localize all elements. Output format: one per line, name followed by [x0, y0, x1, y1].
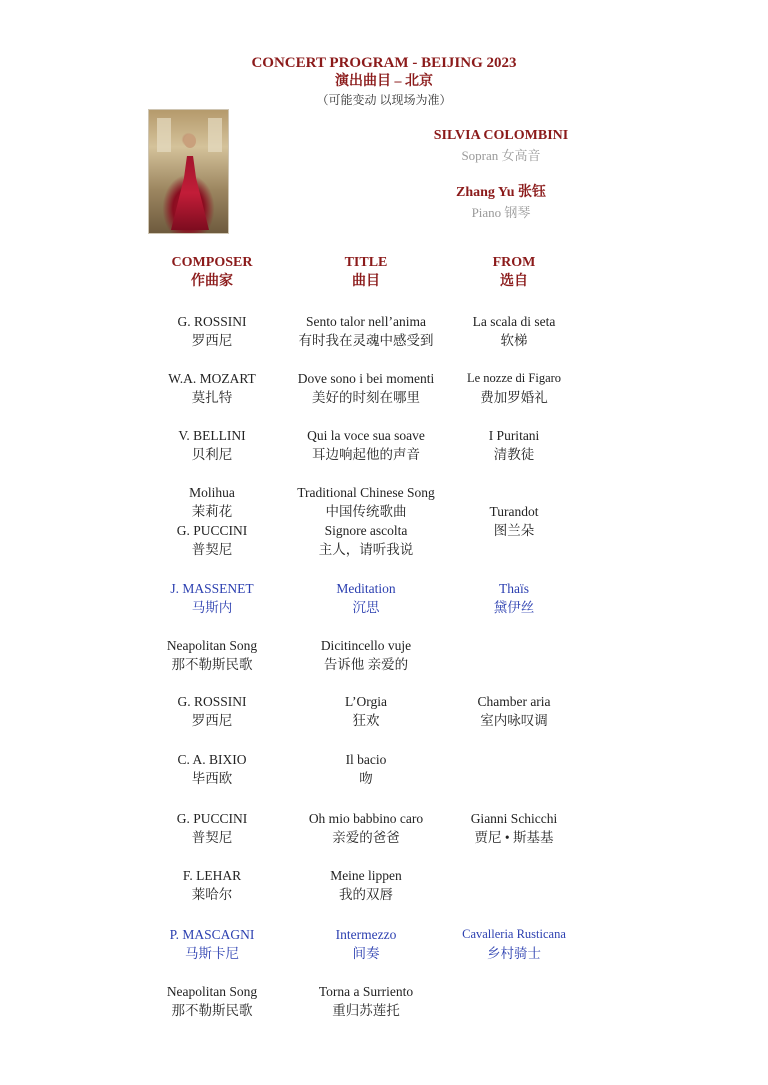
performer-role: Sopran 女高音 — [461, 148, 541, 163]
program-from — [434, 866, 594, 904]
program-title-line: 有时我在灵魂中感受到 — [298, 333, 434, 348]
program-title-en: CONCERT PROGRAM - BEIJING 2023 — [251, 55, 517, 71]
program-title — [286, 925, 446, 963]
program-from — [434, 636, 594, 674]
program-title-line: Meine lippen — [330, 868, 402, 883]
program-title — [286, 750, 446, 788]
program-title-line: Intermezzo — [335, 927, 397, 942]
program-from-line: 软梯 — [500, 333, 528, 348]
program-from — [434, 692, 594, 730]
program-title-line: 间奏 — [352, 946, 380, 961]
program-composer-line: 茉莉花 — [191, 504, 233, 519]
program-from — [434, 750, 594, 788]
program-composer-line: 普契尼 — [191, 542, 233, 557]
program-from-line: Turandot — [489, 504, 539, 519]
program-title-line: 狂欢 — [352, 713, 380, 728]
program-title — [286, 369, 446, 407]
program-composer-line: J. MASSENET — [170, 581, 254, 596]
program-title — [286, 809, 446, 847]
program-from — [434, 925, 594, 963]
program-from-line: Gianni Schicchi — [470, 811, 558, 826]
program-title-line: Sento talor nell’anima — [306, 314, 426, 329]
program-from-line: Cavalleria Rusticana — [462, 927, 566, 941]
program-title-line: 美好的时刻在哪里 — [312, 390, 420, 405]
program-composer-line: C. A. BIXIO — [177, 752, 247, 767]
program-from-line: 清教徒 — [493, 447, 535, 462]
program-composer-line: 那不勒斯民歌 — [171, 657, 253, 672]
program-from-line: I Puritani — [488, 428, 540, 443]
program-title-line: Meditation — [336, 581, 396, 596]
program-from-line — [434, 540, 594, 559]
program-from-line: 室内咏叹调 — [480, 713, 548, 728]
program-composer-line: Molihua — [189, 485, 235, 500]
program-from-line — [434, 982, 594, 1001]
column-header-from-zh: 选自 — [500, 274, 528, 289]
program-from — [434, 982, 594, 1020]
program-composer — [132, 483, 292, 559]
program-title — [286, 636, 446, 674]
performers — [400, 126, 602, 222]
program-title — [286, 426, 446, 464]
program-title-zh: 演出曲目 – 北京 — [335, 74, 433, 89]
program-from-line — [434, 750, 594, 769]
program-title-line: 重归苏莲托 — [332, 1003, 400, 1018]
program-from-line: Thaïs — [499, 581, 529, 596]
program-composer-line: W.A. MOZART — [168, 371, 256, 386]
program-composer-line: 莱哈尔 — [191, 887, 233, 902]
program-from-line — [434, 1001, 594, 1020]
program-from — [434, 483, 594, 559]
program-from — [434, 369, 594, 407]
program-composer-line: P. MASCAGNI — [169, 927, 255, 942]
program-title-line: Torna a Surriento — [318, 984, 414, 999]
program-title-line: 告诉他 亲爱的 — [323, 657, 409, 672]
program-composer-line: 罗西尼 — [191, 713, 233, 728]
program-from-line: 费加罗婚礼 — [480, 390, 548, 405]
program-composer-line: 罗西尼 — [191, 333, 233, 348]
program-title-line: Dove sono i bei momenti — [297, 371, 435, 386]
program-title — [286, 579, 446, 617]
program-from — [434, 809, 594, 847]
program-from-line: 贾尼 • 斯基基 — [474, 830, 554, 845]
program-composer — [132, 925, 292, 963]
program-title-line: Signore ascolta — [324, 523, 408, 538]
program-from-line — [434, 483, 594, 502]
program-composer — [132, 809, 292, 847]
program-composer — [132, 866, 292, 904]
program-title-line: 耳边响起他的声音 — [312, 447, 420, 462]
dress-shape — [171, 156, 209, 230]
program-composer — [132, 692, 292, 730]
program-from-line — [434, 866, 594, 885]
program-composer-line: G. PUCCINI — [176, 811, 248, 826]
program-title-line: Dicitincello vuje — [320, 638, 412, 653]
program-composer-line: 莫扎特 — [191, 390, 233, 405]
column-header-title-zh: 曲目 — [352, 274, 380, 289]
program-from-line — [434, 885, 594, 904]
program-composer — [132, 426, 292, 464]
program-from-line: Chamber aria — [477, 694, 551, 709]
program-title-line: Il bacio — [345, 752, 387, 767]
program-from — [434, 426, 594, 464]
program-composer-line: Neapolitan Song — [166, 638, 258, 653]
program-from-line — [434, 636, 594, 655]
program-header — [0, 54, 768, 109]
program-title — [286, 483, 446, 559]
program-composer-line: 贝利尼 — [191, 447, 233, 462]
program-title-line: L’Orgia — [345, 694, 387, 709]
program-from-line: 乡村骑士 — [487, 946, 541, 961]
program-composer-line: V. BELLINI — [178, 428, 246, 443]
program-from-line: 黛伊丝 — [493, 600, 535, 615]
program-title-line: 中国传统歌曲 — [325, 504, 407, 519]
program-from-line: La scala di seta — [472, 314, 556, 329]
program-composer-line: 马斯内 — [191, 600, 233, 615]
program-title-line: 主人，请听我说 — [318, 542, 414, 557]
performer-name: SILVIA COLOMBINI — [433, 128, 569, 143]
program-from-line — [434, 655, 594, 674]
program-title-line: 沉思 — [352, 600, 380, 615]
program-title-line: Oh mio babbino caro — [308, 811, 424, 826]
program-title — [286, 866, 446, 904]
column-header-from: FROM — [492, 255, 536, 270]
program-title-line: 吻 — [359, 771, 373, 786]
program-from-line — [434, 769, 594, 788]
program-title-line: 我的双唇 — [339, 887, 393, 902]
program-composer — [132, 636, 292, 674]
program-composer-line: G. ROSSINI — [177, 314, 247, 329]
program-from — [434, 312, 594, 350]
singer-photo — [148, 109, 229, 234]
program-title-line: Qui la voce sua soave — [307, 428, 425, 443]
program-composer — [132, 312, 292, 350]
column-header-title: TITLE — [344, 255, 388, 270]
column-header-composer: COMPOSER — [171, 255, 253, 270]
program-composer-line: 普契尼 — [191, 830, 233, 845]
program-composer-line: 马斯卡尼 — [185, 946, 239, 961]
program-title — [286, 312, 446, 350]
program-composer-line: Neapolitan Song — [166, 984, 258, 999]
program-composer — [132, 579, 292, 617]
program-note: （可能变动 以现场为准） — [316, 93, 452, 107]
column-header-composer-zh: 作曲家 — [191, 274, 233, 289]
performer-role: Piano 钢琴 — [471, 205, 531, 220]
program-from — [434, 579, 594, 617]
program-composer — [132, 750, 292, 788]
program-composer-line: G. PUCCINI — [176, 523, 248, 538]
program-composer-line: F. LEHAR — [182, 868, 242, 883]
program-from-line: Le nozze di Figaro — [466, 371, 562, 385]
program-composer — [132, 982, 292, 1020]
program-title-line: Traditional Chinese Song — [297, 485, 435, 500]
program-title-line: 亲爱的爸爸 — [332, 830, 400, 845]
program-composer-line: 那不勒斯民歌 — [171, 1003, 253, 1018]
program-from-line: 图兰朵 — [493, 523, 535, 538]
program-composer-line: G. ROSSINI — [177, 694, 247, 709]
program-title — [286, 692, 446, 730]
program-title — [286, 982, 446, 1020]
program-composer — [132, 369, 292, 407]
performer-name: Zhang Yu 张钰 — [455, 185, 546, 200]
program-composer-line: 毕西欧 — [191, 771, 233, 786]
